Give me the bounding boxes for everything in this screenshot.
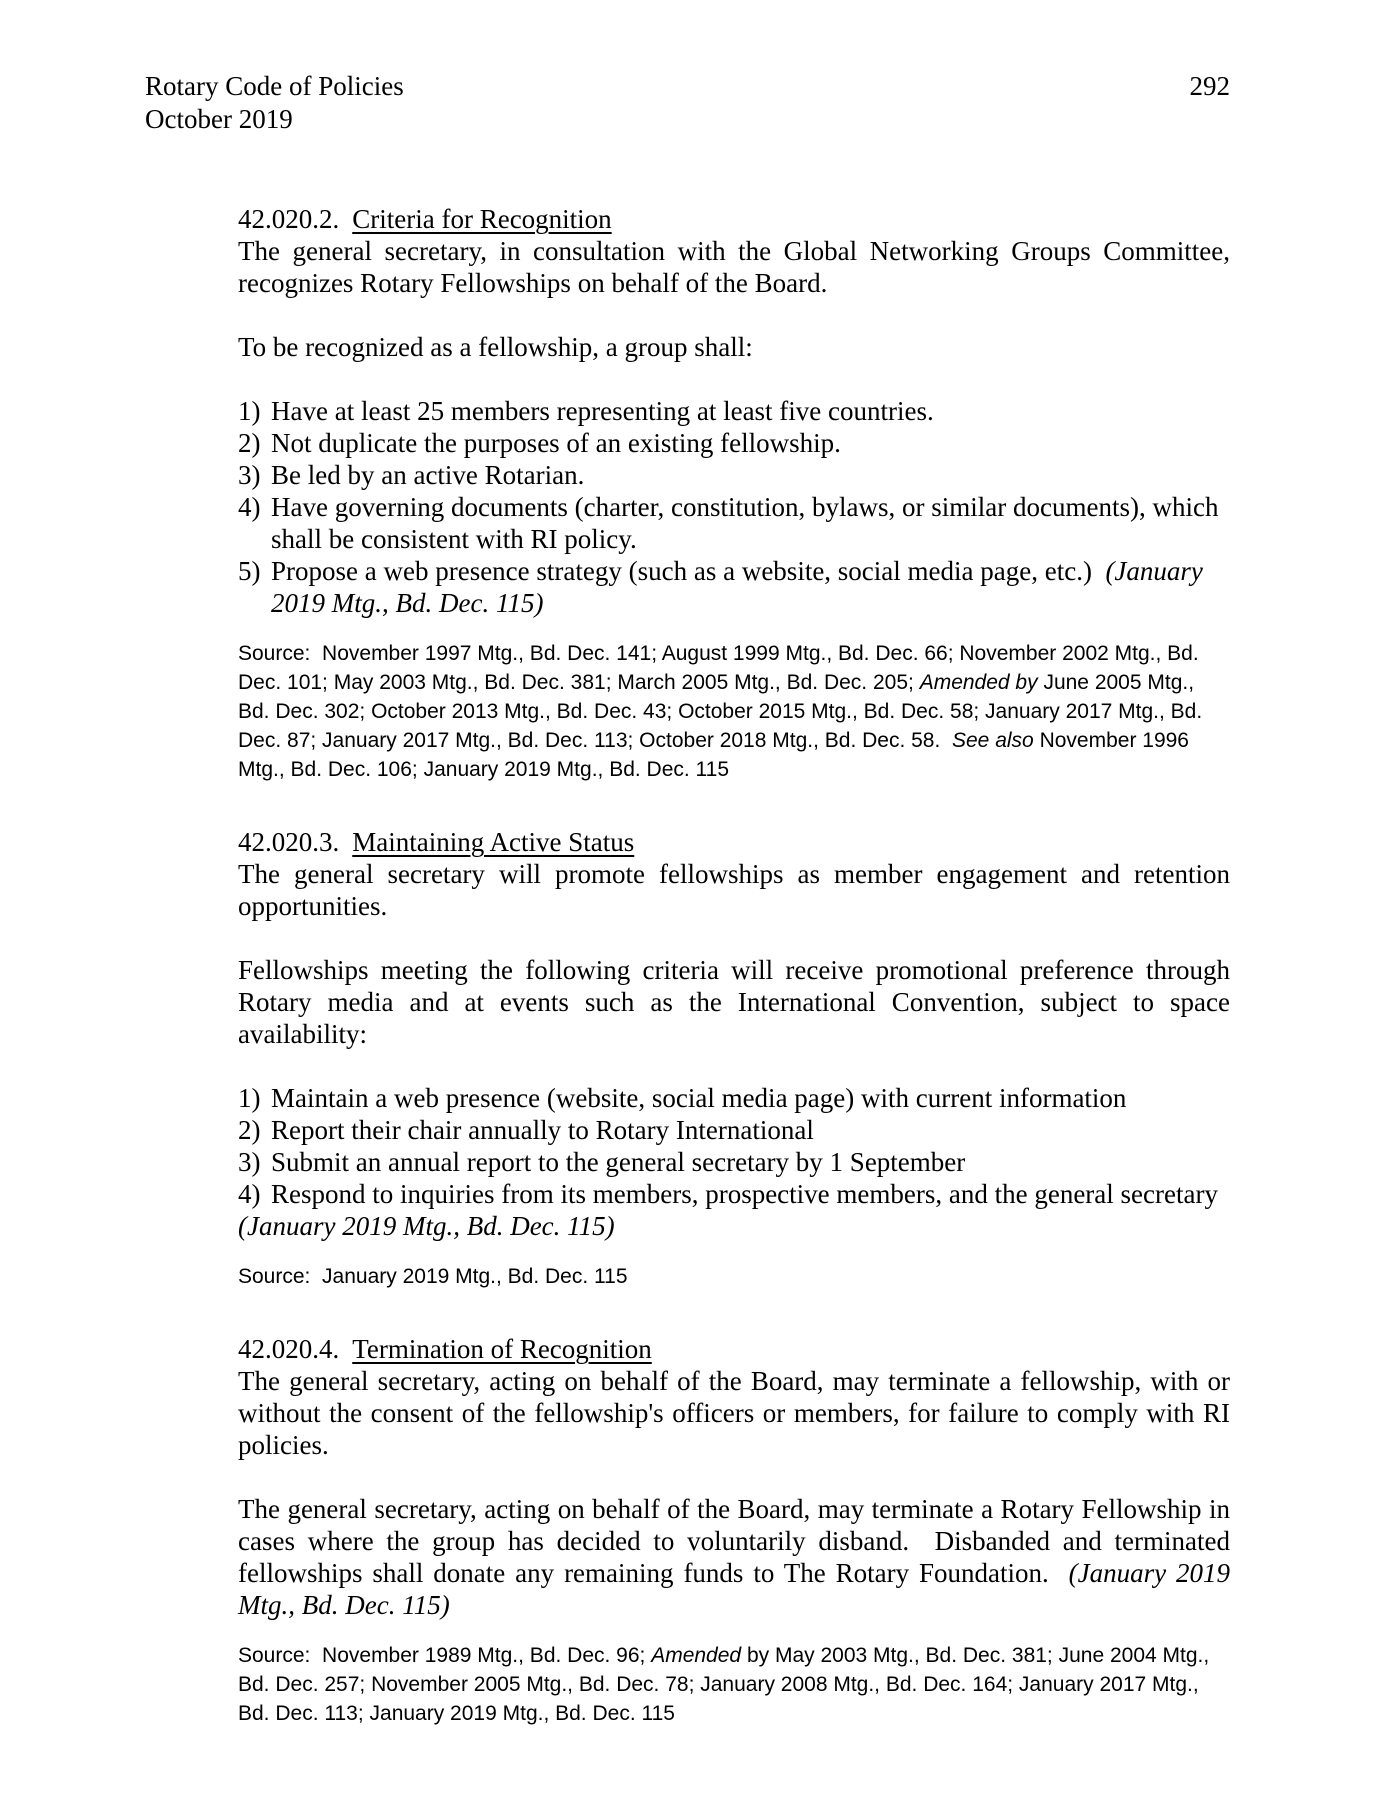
section-number: 42.020.3. <box>238 827 340 857</box>
section-title: Criteria for Recognition <box>352 204 612 234</box>
document-body <box>238 203 1230 1728</box>
section-title: Termination of Recognition <box>352 1334 652 1364</box>
section-heading <box>238 203 1230 235</box>
promotion-criteria-list <box>238 1082 1230 1210</box>
header-title: Rotary Code of Policies <box>145 71 404 101</box>
list-item <box>238 1114 1230 1146</box>
section-termination-of-recognition <box>238 1333 1230 1728</box>
list-item-number: 3) <box>238 460 261 490</box>
header-title-block <box>145 70 404 136</box>
list-item-text: Submit an annual report to the general secretary by 1 September <box>271 1147 966 1177</box>
section-paragraph: Fellowships meeting the following criteria will receive promotional preference through Rotary media and at events such as the International Convention, subject to space availability: <box>238 955 1230 1049</box>
page-header <box>145 70 1230 136</box>
section-maintaining-active-status <box>238 826 1230 1291</box>
header-date: October 2019 <box>145 104 293 134</box>
list-item <box>238 427 1230 459</box>
list-item <box>238 1082 1230 1114</box>
list-item <box>238 459 1230 491</box>
board-decision-citation: (January 2019 Mtg., Bd. Dec. 115) <box>238 1211 615 1241</box>
list-item-text: Not duplicate the purposes of an existing fellowship. <box>271 428 841 458</box>
section-heading <box>238 826 1230 858</box>
list-item-text: Respond to inquiries from its members, prospective members, and the general secretary <box>271 1179 1218 1209</box>
list-item <box>238 1178 1230 1210</box>
section-paragraph: The general secretary, acting on behalf of the Board, may terminate a fellowship, with or without the consent of the fellowship's officers or members, for failure to comply with RI policies. <box>238 1366 1230 1460</box>
list-item-number: 2) <box>238 428 261 458</box>
list-item-text: Report their chair annually to Rotary International <box>271 1115 814 1145</box>
list-item-number: 1) <box>238 1083 261 1113</box>
section-number: 42.020.2. <box>238 204 340 234</box>
list-item-text: Maintain a web presence (website, social media page) with current information <box>271 1083 1127 1113</box>
criteria-list <box>238 395 1230 619</box>
source-note: Source: January 2019 Mtg., Bd. Dec. 115 <box>238 1265 628 1288</box>
list-item-text: Propose a web presence strategy (such as a website, social media page, etc.) (January 2019 Mtg., Bd. Dec. 115) <box>271 556 1203 618</box>
section-title: Maintaining Active Status <box>352 827 635 857</box>
section-intro-paragraph: The general secretary, in consultation with the Global Networking Groups Committee, recognizes Rotary Fellowships on behalf of the Board. <box>238 236 1230 298</box>
list-item-text: Have at least 25 members representing at least five countries. <box>271 396 934 426</box>
list-item <box>238 491 1230 555</box>
list-item-number: 2) <box>238 1115 261 1145</box>
list-item <box>238 1146 1230 1178</box>
list-item-text: Be led by an active Rotarian. <box>271 460 585 490</box>
source-note: Source: November 1989 Mtg., Bd. Dec. 96; Amended by May 2003 Mtg., Bd. Dec. 381; June 2004 Mtg., Bd. Dec. 257; November 2005 Mtg., Bd. Dec. 78; January 2008 Mtg., Bd. Dec. 164; January 2017 Mtg., Bd. Dec. 113; January 2019 Mtg., Bd. Dec. 115 <box>238 1644 1210 1725</box>
list-item-number: 4) <box>238 1179 261 1209</box>
lead-in-paragraph: To be recognized as a fellowship, a group shall: <box>238 332 753 362</box>
list-item-number: 5) <box>238 556 261 586</box>
list-item-number: 1) <box>238 396 261 426</box>
list-item <box>238 555 1230 619</box>
section-number: 42.020.4. <box>238 1334 340 1364</box>
list-item-number: 3) <box>238 1147 261 1177</box>
section-criteria-for-recognition <box>238 203 1230 784</box>
section-heading <box>238 1333 1230 1365</box>
list-item <box>238 395 1230 427</box>
list-item-text: Have governing documents (charter, constitution, bylaws, or similar documents), which shall be consistent with RI policy. <box>271 492 1219 554</box>
section-paragraph: The general secretary, acting on behalf of the Board, may terminate a Rotary Fellowship in cases where the group has decided to voluntarily disband. Disbanded and terminated fellowships shall donate any remaining funds to The Rotary Foundation. (January 2019 Mtg., Bd. Dec. 115) <box>238 1494 1230 1620</box>
page-number: 292 <box>1189 71 1230 101</box>
source-note: Source: November 1997 Mtg., Bd. Dec. 141; August 1999 Mtg., Bd. Dec. 66; November 2002 Mtg., Bd. Dec. 101; May 2003 Mtg., Bd. Dec. 381; March 2005 Mtg., Bd. Dec. 205; Amended by June 2005 Mtg., Bd. Dec. 302; October 2013 Mtg., Bd. Dec. 43; October 2015 Mtg., Bd. Dec. 58; January 2017 Mtg., Bd. Dec. 87; January 2017 Mtg., Bd. Dec. 113; October 2018 Mtg., Bd. Dec. 58. See also November 1996 Mtg., Bd. Dec. 106; January 2019 Mtg., Bd. Dec. 115 <box>238 642 1203 781</box>
section-paragraph: The general secretary will promote fellowships as member engagement and retention opportunities. <box>238 859 1230 921</box>
list-item-number: 4) <box>238 492 261 522</box>
